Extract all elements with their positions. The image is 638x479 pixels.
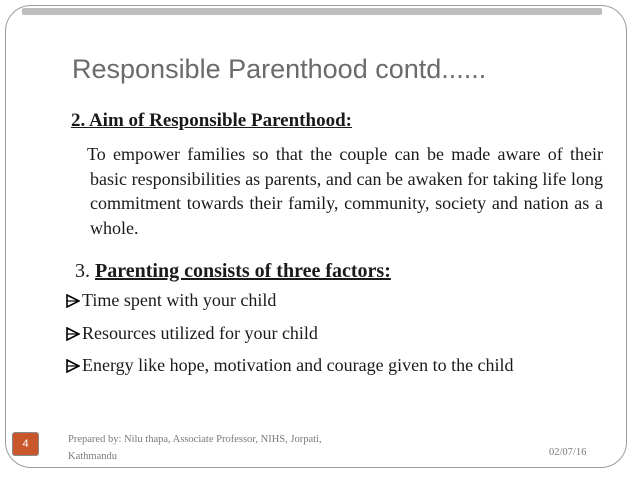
bullet-text: Energy like hope, motivation and courage given to the child <box>82 355 514 375</box>
slide-title: Responsible Parenthood contd...... <box>72 54 487 84</box>
aim-paragraph: To empower families so that the couple can be made aware of their basic responsibilities as parents, and can be awaken for taking life long commitment towards their family, community, society and nation as a whole. <box>87 144 603 238</box>
arrow-bullet-icon <box>66 359 80 373</box>
bullet-item <box>66 290 276 311</box>
bullet-text: Resources utilized for your child <box>82 323 318 343</box>
bullet-text: Time spent with your child <box>82 290 277 310</box>
arrow-bullet-icon <box>66 327 80 341</box>
footer-date: 02/07/16 <box>549 447 587 458</box>
factors-number: 3. <box>75 260 95 282</box>
slide-top-bar <box>22 8 602 15</box>
bullet-item <box>66 323 318 344</box>
factors-heading-text: Parenting consists of three factors: <box>95 260 391 282</box>
page-number-badge: 4 <box>12 432 39 456</box>
aim-heading: 2. Aim of Responsible Parenthood: <box>71 110 352 131</box>
factors-heading <box>75 260 391 283</box>
arrow-bullet-icon <box>66 294 80 308</box>
footer-author: Prepared by: Nilu thapa, Associate Professor, NIHS, Jorpati, Kathmandu <box>68 434 322 462</box>
bullet-item <box>66 355 514 376</box>
